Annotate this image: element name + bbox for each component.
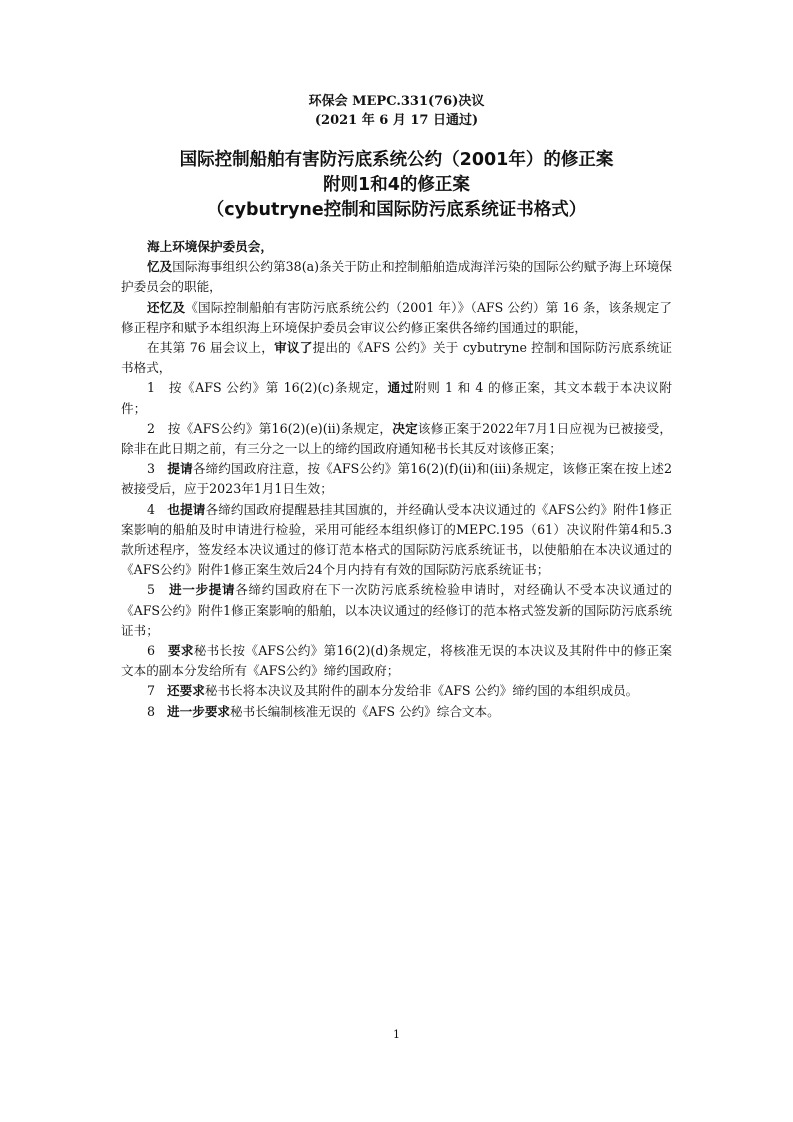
- operative-keyword: 进一步提请: [169, 582, 236, 598]
- recital-keyword: 还忆及: [147, 299, 186, 315]
- paragraph-lead: 按《AFS 公约》第 16(2)(c)条规定，: [168, 380, 388, 396]
- operative-paragraph: [121, 500, 672, 581]
- paragraph-text: 该修正案于2022年7月1日应视为已被接受，除非在此日期之前，有三分之一以上的缔约国政府通知秘书长其反对该修正案；: [121, 420, 673, 457]
- title-line-2: 附则1和4的修正案: [323, 175, 470, 195]
- operative-paragraph: [121, 419, 672, 459]
- operative-keyword: 通过: [387, 380, 415, 396]
- adoption-date: (2021 年 6 月 17 日通过): [314, 113, 479, 128]
- operative-keyword: 进一步要求: [167, 703, 230, 719]
- paragraph-lead: 按《AFS公约》第16(2)(e)(ii)条规定，: [167, 420, 393, 436]
- paragraph-text: 附则 1 和 4 的修正案，其文本载于本决议附件；: [121, 380, 672, 416]
- paragraph-number: 1: [147, 380, 156, 396]
- operative-paragraph: [121, 459, 672, 499]
- operative-keyword: 提请: [167, 461, 193, 477]
- operative-paragraph: [121, 702, 672, 722]
- recital-paragraph: [121, 257, 672, 297]
- recital-text: 《国际控制船舶有害防污底系统公约（2001 年）》（AFS 公约）第 16 条，该条规定了修正程序和赋予本组织海上环境保护委员会审议公约修正案供各缔约国通过的职能，: [121, 299, 673, 335]
- paragraph-text: 各缔约国政府注意，按《AFS公约》第16(2)(f)(ii)和(iii)条规定，该修正案在按上述2被接受后，应于2023年1月1日生效；: [121, 461, 673, 497]
- recital-keyword: 忆及: [147, 259, 173, 275]
- paragraph-text: 各缔约国政府提醒悬挂其国旗的，并经确认受本决议通过的《AFS公约》附件1修正案影响的船舶及时申请进行检验，采用可能经本组织修订的MEPC.195（61）决议附件第4和5.3款所述程序，签发经本决议通过的修订范本格式的国际防污底系统证书，以使船舶在本决议通过的《AFS公约》附件1修正案生效后24个月内持有有效的国际防污底系统证书；: [121, 501, 672, 578]
- operative-keyword: 要求: [167, 643, 194, 659]
- paragraph-number: 5: [147, 582, 156, 598]
- paragraph-text: 秘书长按《AFS公约》第16(2)(d)条规定，将核准无误的本决议及其附件中的修正案文本的副本分发给所有《AFS公约》缔约国政府；: [121, 643, 673, 679]
- operative-paragraph: [121, 580, 672, 641]
- paragraph-text: 秘书长将本决议及其附件的副本分发给非《AFS 公约》缔约国的本组织成员。: [204, 683, 639, 699]
- recital-keyword: 审议了: [274, 340, 313, 356]
- recital-text: 提出的《AFS 公约》关于 cybutryne 控制和国际防污底系统证书格式，: [121, 340, 672, 376]
- paragraph-number: 3: [147, 461, 156, 477]
- document-title: [0, 148, 793, 223]
- operative-paragraph: [121, 641, 672, 681]
- page-number: 1: [393, 1028, 400, 1041]
- addressee: 海上环境保护委员会，: [147, 239, 273, 254]
- recital-lead: 在其第 76 届会议上，: [147, 340, 275, 356]
- paragraph-number: 4: [147, 501, 156, 517]
- title-line-3: （cybutryne控制和国际防污底系统证书格式）: [206, 200, 587, 220]
- recital-paragraph: [121, 338, 672, 378]
- paragraph-number: 8: [147, 703, 156, 719]
- paragraph-number: 7: [147, 683, 156, 699]
- operative-paragraph: [121, 681, 672, 701]
- resolution-body: [121, 237, 672, 722]
- title-line-1: 国际控制船舶有害防污底系统公约（2001年）的修正案: [179, 150, 614, 170]
- recital-text: 国际海事组织公约第38(a)条关于防止和控制船舶造成海洋污染的国际公约赋予海上环境保护委员会的职能，: [121, 259, 672, 295]
- paragraph-text: 各缔约国政府在下一次防污底系统检验申请时，对经确认不受本决议通过的《AFS公约》附件1修正案影响的船舶，以本决议通过的经修订的范本格式签发新的国际防污底系统证书；: [121, 582, 673, 638]
- paragraph-number: 2: [147, 420, 156, 436]
- operative-keyword: 决定: [392, 420, 418, 436]
- operative-keyword: 也提请: [167, 501, 206, 517]
- recital-paragraph: [121, 298, 672, 338]
- paragraph-text: 秘书长编制核准无误的《AFS 公约》综合文本。: [230, 703, 500, 719]
- operative-keyword: 还要求: [167, 683, 205, 699]
- resolution-number: 环保会 MEPC.331(76)决议: [308, 94, 485, 109]
- operative-paragraph: [121, 378, 672, 418]
- paragraph-number: 6: [147, 643, 156, 659]
